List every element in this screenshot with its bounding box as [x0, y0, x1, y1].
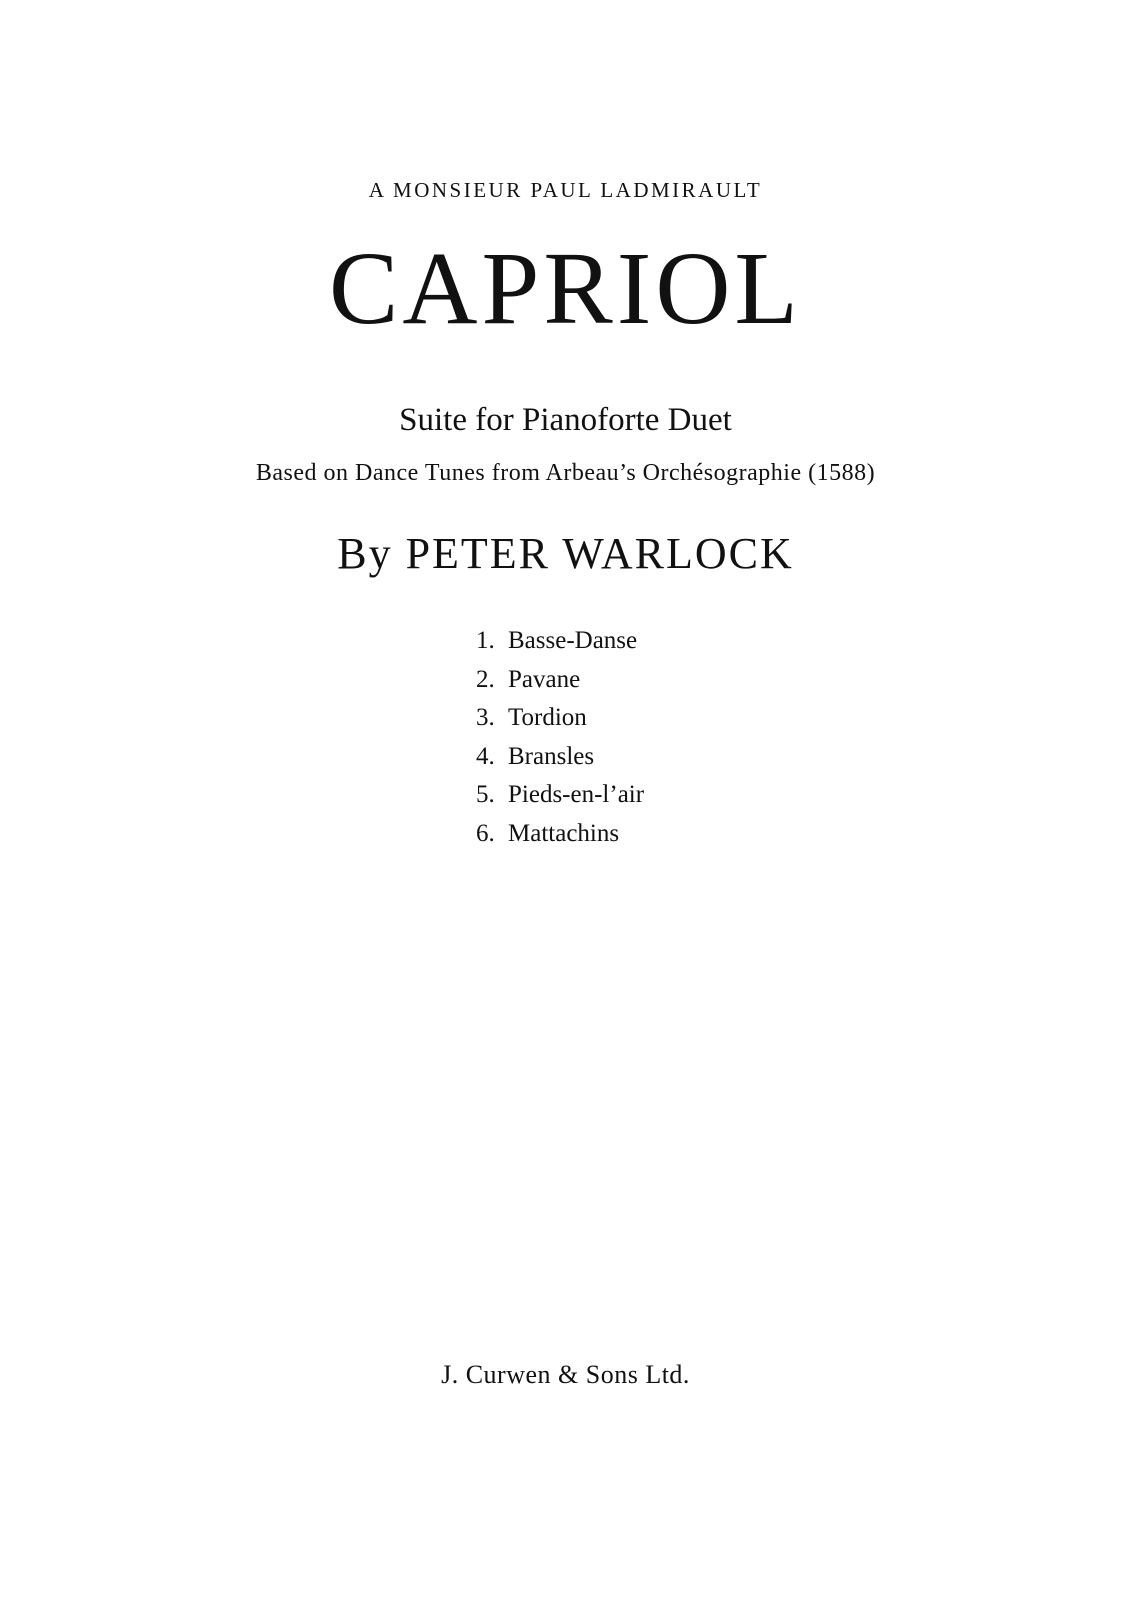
dedication: A MONSIEUR PAUL LADMIRAULT — [368, 178, 763, 202]
work-title: CAPRIOL — [329, 231, 802, 346]
movement-number: 4. — [476, 742, 495, 770]
subtitle: Suite for Pianoforte Duet — [399, 402, 732, 438]
movement-number: 1. — [476, 627, 495, 654]
movement-number: 2. — [476, 665, 495, 693]
movement-item — [476, 699, 644, 738]
movement-number: 3. — [476, 704, 495, 731]
movement-title: Bransles — [508, 742, 595, 770]
movement-item — [476, 622, 644, 661]
publisher: J. Curwen & Sons Ltd. — [441, 1360, 690, 1389]
movement-title: Pavane — [508, 665, 581, 693]
movement-title: Basse-Danse — [508, 627, 638, 654]
movement-item — [476, 661, 644, 700]
movement-number: 5. — [476, 781, 495, 808]
composer-credit: By PETER WARLOCK — [337, 529, 794, 578]
movement-number: 6. — [476, 819, 495, 847]
movement-list — [476, 622, 644, 853]
movement-title: Tordion — [508, 704, 587, 731]
movement-item — [476, 738, 644, 777]
movement-item — [476, 776, 644, 815]
movement-item — [476, 815, 644, 854]
movement-title: Pieds-en-l’air — [508, 781, 645, 808]
movement-title: Mattachins — [508, 819, 620, 847]
source-note: Based on Dance Tunes from Arbeau’s Orchésographie (1588) — [255, 460, 876, 486]
